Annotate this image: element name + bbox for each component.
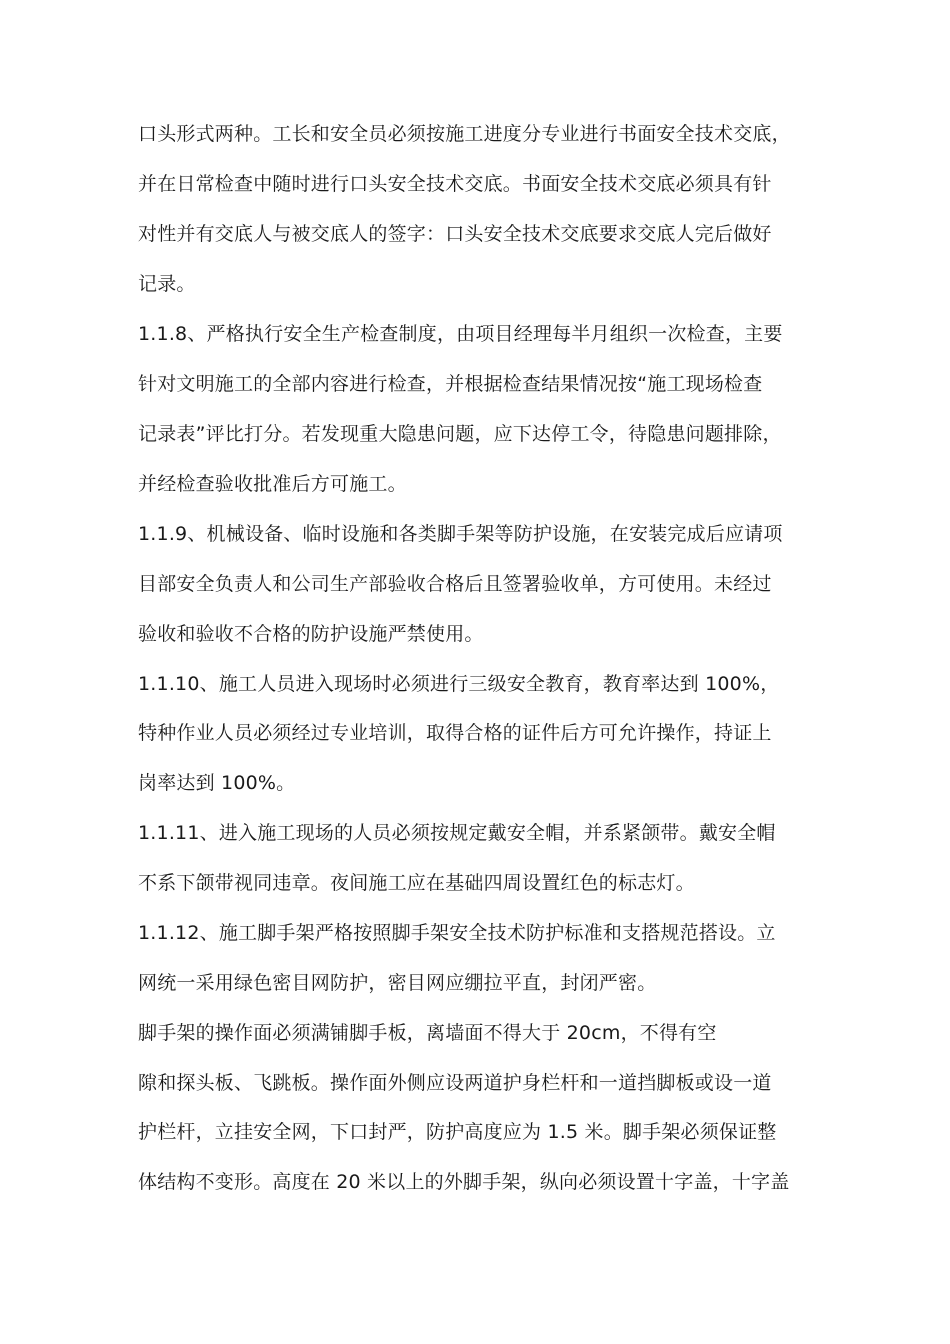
text-line: 目部安全负责人和公司生产部验收合格后且签署验收单，方可使用。未经过	[138, 573, 772, 595]
text-line: 并经检查验收批准后方可施工。	[138, 473, 407, 495]
text-line: 并在日常检查中随时进行口头安全技术交底。书面安全技术交底必须具有针	[138, 173, 772, 195]
text-line: 口头形式两种。工长和安全员必须按施工进度分专业进行书面安全技术交底，	[138, 123, 791, 145]
text-line: 特种作业人员必须经过专业培训，取得合格的证件后方可允许操作，持证上	[138, 722, 772, 744]
text-line: 体结构不变形。高度在 20 米以上的外脚手架，纵向必须设置十字盖，十字盖	[138, 1171, 790, 1193]
text-line: 1.1.12、施工脚手架严格按照脚手架安全技术防护标准和支搭规范搭设。立	[138, 922, 776, 944]
text-line: 记录表”评比打分。若发现重大隐患问题，应下达停工令，待隐患问题排除，	[138, 423, 782, 445]
text-line: 1.1.8、严格执行安全生产检查制度，由项目经理每半月组织一次检查，主要	[138, 323, 783, 345]
text-line: 验收和验收不合格的防护设施严禁使用。	[138, 623, 484, 645]
text-line: 对性并有交底人与被交底人的签字：口头安全技术交底要求交底人完后做好	[138, 223, 772, 245]
text-line: 1.1.10、施工人员进入现场时必须进行三级安全教育，教育率达到 100%，	[138, 673, 780, 695]
text-line: 护栏杆，立挂安全网，下口封严，防护高度应为 1.5 米。脚手架必须保证整	[138, 1121, 777, 1143]
text-line: 1.1.9、机械设备、临时设施和各类脚手架等防护设施，在安装完成后应请项	[138, 523, 783, 545]
text-line: 脚手架的操作面必须满铺脚手板，离墙面不得大于 20cm，不得有空	[138, 1022, 717, 1044]
text-line: 针对文明施工的全部内容进行检查，并根据检查结果情况按“施工现场检查	[138, 373, 763, 395]
text-line: 记录。	[138, 273, 196, 295]
text-line: 1.1.11、进入施工现场的人员必须按规定戴安全帽，并系紧颌带。戴安全帽	[138, 822, 776, 844]
text-line: 不系下颌带视同违章。夜间施工应在基础四周设置红色的标志灯。	[138, 872, 695, 894]
text-line: 网统一采用绿色密目网防护，密目网应绷拉平直，封闭严密。	[138, 972, 657, 994]
text-line: 岗率达到 100%。	[138, 772, 296, 794]
text-line: 隙和探头板、飞跳板。操作面外侧应设两道护身栏杆和一道挡脚板或设一道	[138, 1072, 772, 1094]
